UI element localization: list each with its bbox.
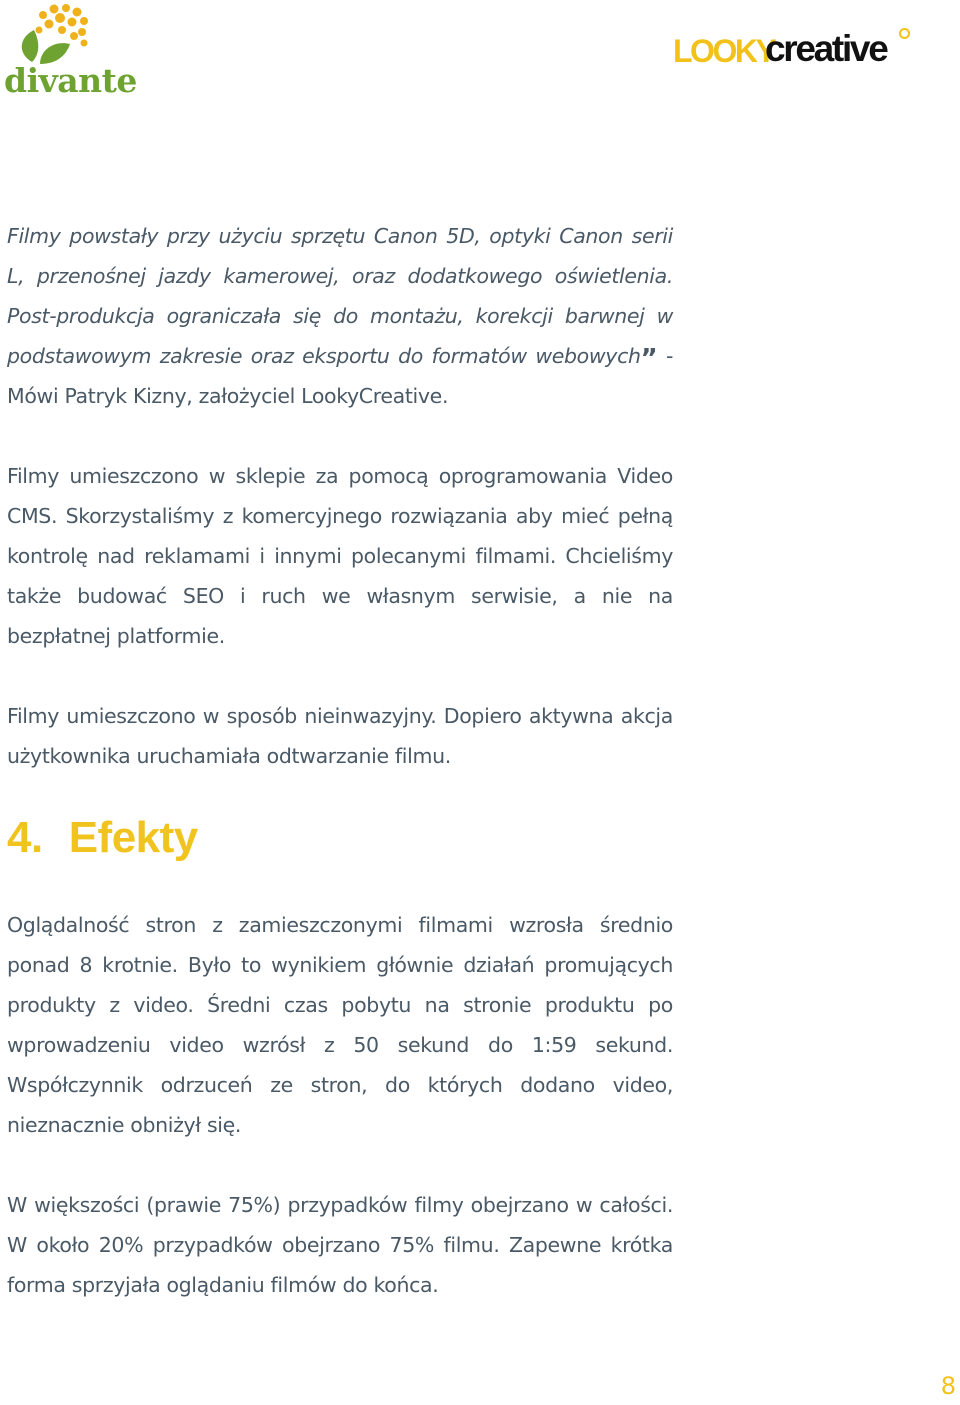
- section-number: 4.: [7, 813, 43, 862]
- article-body: [7, 216, 673, 1305]
- section-heading: [7, 808, 673, 868]
- quote-text: Filmy powstały przy użyciu sprzętu Canon 5D, optyki Canon serii L, przenośnej jazdy kamerowej, oraz dodatkowego oświetlenia. Post-produkcja ograniczała się do montażu, korekcji barwnej w podstawowym zakresie oraz eksportu do formatów webowych: [7, 224, 673, 368]
- paragraph-video-cms: Filmy umieszczono w sklepie za pomocą oprogramowania Video CMS. Skorzystaliśmy z komercyjnego rozwiązania aby mieć pełną kontrolę nad reklamami i innymi polecanymi filmami. Chcieliśmy także budować SEO i ruch we własnym serwisie, a nie na bezpłatnej platformie.: [7, 464, 673, 648]
- closing-quote-mark: ”: [640, 344, 658, 374]
- page-number: 8: [940, 1372, 956, 1400]
- logo-looky-text: LOOKY: [673, 33, 775, 69]
- logo-creative-text: creative: [765, 28, 887, 69]
- lookycreative-logo: [673, 30, 918, 74]
- flower-with-leaves-icon: [4, 4, 120, 66]
- paragraph-non-invasive: Filmy umieszczono w sposób nieinwazyjny. Dopiero aktywna akcja użytkownika uruchamiała odtwarzanie filmu.: [7, 704, 673, 768]
- divante-wordmark: divante: [4, 61, 137, 100]
- degree-mark-icon: [899, 28, 910, 39]
- paragraph-results-traffic: Oglądalność stron z zamieszczonymi filmami wzrosła średnio ponad 8 krotnie. Było to wynikiem głównie działań promujących produkty z video. Średni czas pobytu na stronie produktu po wprowadzeniu video wzrósł z 50 sekund do 1:59 sekund. Współczynnik odrzuceń ze stron, do których dodano video, nieznacznie obniżył się.: [7, 913, 673, 1137]
- quote-attribution: - Mówi Patryk Kizny, założyciel LookyCreative.: [7, 344, 673, 408]
- quote-paragraph: [7, 216, 673, 416]
- paragraph-results-completion: W większości (prawie 75%) przypadków filmy obejrzano w całości. W około 20% przypadków obejrzano 75% filmu. Zapewne krótka forma sprzyjała oglądaniu filmów do końca.: [7, 1193, 673, 1297]
- section-title-text: Efekty: [68, 813, 198, 862]
- divante-logo: [4, 4, 137, 100]
